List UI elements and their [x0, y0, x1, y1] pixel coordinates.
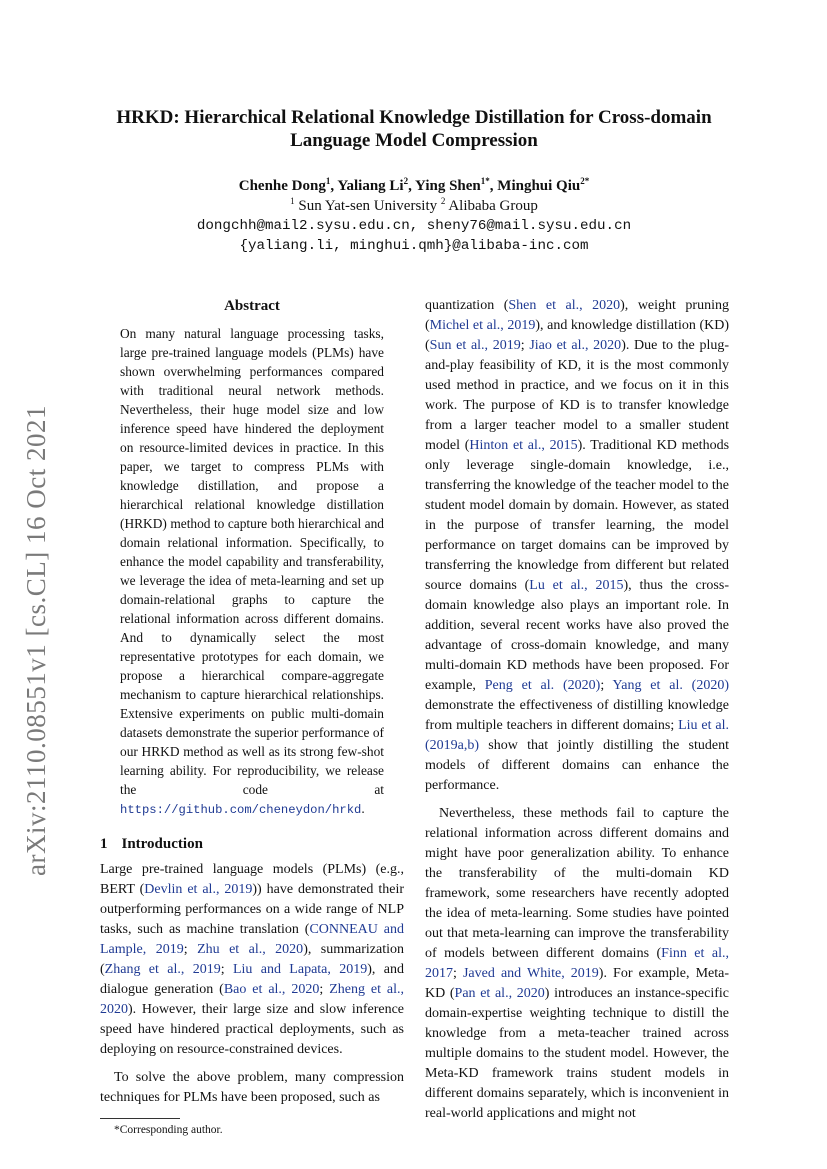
citation-link[interactable]: Shen et al., 2020 [508, 298, 621, 313]
citation-link[interactable]: Yang et al. (2020) [612, 678, 729, 693]
text-run: demonstrate the effectiveness of distilling knowledge from multiple teachers in different domains; [425, 698, 729, 733]
text-run: Nevertheless, these methods fail to capture the relational information across different domains and might have poor generalization ability. To enhance the transferability of the multi-domain KD framework, some researchers have recently adopted the idea of meta-learning. Some studies have pointed out that meta-learning can improve the transferability of models between different domains ( [425, 806, 729, 961]
section-number: 1 [100, 836, 108, 852]
text-run: ), thus the cross-domain knowledge also plays an important role. In addition, several recent works have also proved the advantage of cross-domain knowledge, and many multi-domain KD methods have been proposed. For example, [425, 578, 729, 693]
abstract-text: On many natural language processing tasks, large pre-trained language models (PLMs) have shown overwhelming performances compared with traditional neural network methods. Nevertheless, their huge model size and low inference speed have hindered the deployment on resource-limited devices in practice. In this paper, we target to compress PLMs with knowledge distillation, and propose a hierarchical relational knowledge distillation (HRKD) method to capture both hierarchical and domain relational information. Specifically, to enhance the model capability and transferability, we leverage the idea of meta-learning and set up domain-relational graphs to capture the relational information across different domains. And to dynamically select the most representative prototypes for each domain, we propose a hierarchical compare-aggregate mechanism to capture hierarchical relationships. Extensive experiments on public multi-domain datasets demonstrate the superior performance of our HRKD method as well as its strong few-shot learning ability. For reproducibility, we release the code at https://github.com/cheneydon/hrkd. [120, 326, 384, 817]
citation-link[interactable]: Sun et al., 2019 [429, 338, 521, 353]
text-run: ), and dialogue generation ( [100, 962, 404, 997]
citation-link[interactable]: Devlin et al., 2019 [144, 882, 253, 897]
author-emails: {yaliang.li, minghui.qmh}@alibaba-inc.com [239, 238, 589, 254]
section-heading: 1 Introduction [100, 836, 203, 852]
citation-link[interactable]: Zhu et al., 2020 [197, 942, 304, 957]
author-block [80, 176, 748, 256]
author-name: Minghui Qiu [497, 178, 581, 194]
text-run: ) introduces an instance-specific domain-expertise weighting technique to distill the knowledge from a meta-teacher trained across multiple domains to the student model. However, the Meta-KD framework trains student models in different domains separately, which is inconvenient in real-world applications and might not [425, 986, 729, 1121]
author-affiliation-mark: 2 [403, 176, 409, 186]
affiliations: $^1$ Sun Yat-sen University $^2$ Alibaba Group [290, 196, 538, 214]
citation-link[interactable]: Hinton et al., 2015 [469, 438, 578, 453]
paragraph [425, 296, 729, 796]
citation-link[interactable]: CONNEAU and Lample, 2019 [100, 922, 404, 957]
arxiv-identifier: arXiv:2110.08551v1 [cs.CL] 16 Oct 2021 [20, 404, 51, 876]
citation-link[interactable]: Finn et al., 2017 [425, 946, 729, 981]
code-link[interactable]: https://github.com/cheneydon/hrkd [120, 803, 362, 817]
citation-link[interactable]: Michel et al., 2019 [429, 318, 536, 333]
text-run: ). However, their large size and slow inference speed have hindered practical deployments, such as deploying on resource-constrained devices. [100, 1002, 404, 1057]
author-list: Chenhe Dong$^1$, Yaliang Li$^2$, Ying Shen$^{1*}$, Minghui Qiu$^{2*}$ [238, 176, 590, 194]
author-affiliation-mark: 2* [580, 176, 590, 186]
text-run: ), weight pruning ( [425, 298, 729, 333]
text-run: show that jointly distilling the student models of different domains can enhance the performance. [425, 738, 729, 793]
text-run: ). Traditional KD methods only leverage single-domain knowledge, i.e., transferring the knowledge of the teacher model to the student model domain by domain. However, as stated in the purpose of transfer learning, the model performance on target domains can be improved by transferring the knowledge from different but related source domains ( [425, 438, 730, 593]
arxiv-sidebar-stamp [14, 380, 58, 900]
footnote: *Corresponding author. [114, 1124, 223, 1136]
citation-link[interactable]: Zheng et al., 2020 [100, 982, 405, 1017]
citation-link[interactable]: Javed and White, 2019 [462, 966, 599, 981]
text-run: ; [520, 338, 530, 353]
citation-link[interactable]: Peng et al. (2020) [484, 678, 601, 693]
left-column [100, 296, 404, 1137]
text-run: ; [319, 982, 330, 997]
paragraph [425, 804, 729, 1124]
footnote-rule [100, 1118, 180, 1119]
text-run: )) have demonstrated their outperforming performances on a wide range of NLP tasks, such as machine translation ( [100, 882, 405, 937]
citation-link[interactable]: Pan et al., 2020 [454, 986, 545, 1001]
text-run: quantization ( [425, 298, 509, 313]
author-name: Chenhe Dong [238, 178, 326, 194]
citation-link[interactable]: Bao et al., 2020 [223, 982, 320, 997]
citation-link[interactable]: Jiao et al., 2020 [529, 338, 622, 353]
citation-link[interactable]: Zhang et al., 2019 [104, 962, 221, 977]
paragraph: To solve the above problem, many compression techniques for PLMs have been proposed, such as [100, 1070, 404, 1105]
text-run: Large pre-trained language models (PLMs) (e.g., BERT ( [100, 862, 404, 897]
text-run: ). For example, Meta-KD ( [425, 966, 730, 1001]
abstract-heading: Abstract [224, 298, 280, 314]
text-run: ; [220, 962, 233, 977]
affiliation: Alibaba Group [448, 198, 538, 214]
paper-title: HRKD: Hierarchical Relational Knowledge Distillation for Cross-domain Language Model Compression [116, 107, 712, 151]
author-affiliation-mark: 1 [325, 176, 331, 186]
right-column [425, 296, 729, 1124]
citation-link[interactable]: Liu and Lapata, 2019 [232, 962, 368, 977]
text-run: ), and knowledge distillation (KD) ( [425, 318, 729, 353]
paragraph [100, 860, 404, 1060]
affiliation: Sun Yat-sen University [298, 198, 438, 214]
author-affiliation-mark: 1* [480, 176, 490, 186]
text-run: ; [183, 942, 198, 957]
text-run: ; [600, 678, 613, 693]
citation-link[interactable]: Lu et al., 2015 [529, 578, 624, 593]
text-run: ; [453, 966, 463, 981]
author-name: Yaliang Li [337, 178, 404, 194]
author-name: Ying Shen [415, 178, 481, 194]
citation-link[interactable]: Liu et al. (2019a,b) [425, 718, 729, 753]
text-run: ), summarization ( [100, 942, 405, 977]
text-run: ). Due to the plug-and-play feasibility of KD, it is the most commonly used method in practice, and we focus on it in this work. The purpose of KD is to transfer knowledge from a larger teacher model to a smaller student model ( [425, 338, 729, 453]
author-emails: dongchh@mail2.sysu.edu.cn, sheny76@mail.sysu.edu.cn [196, 218, 632, 234]
